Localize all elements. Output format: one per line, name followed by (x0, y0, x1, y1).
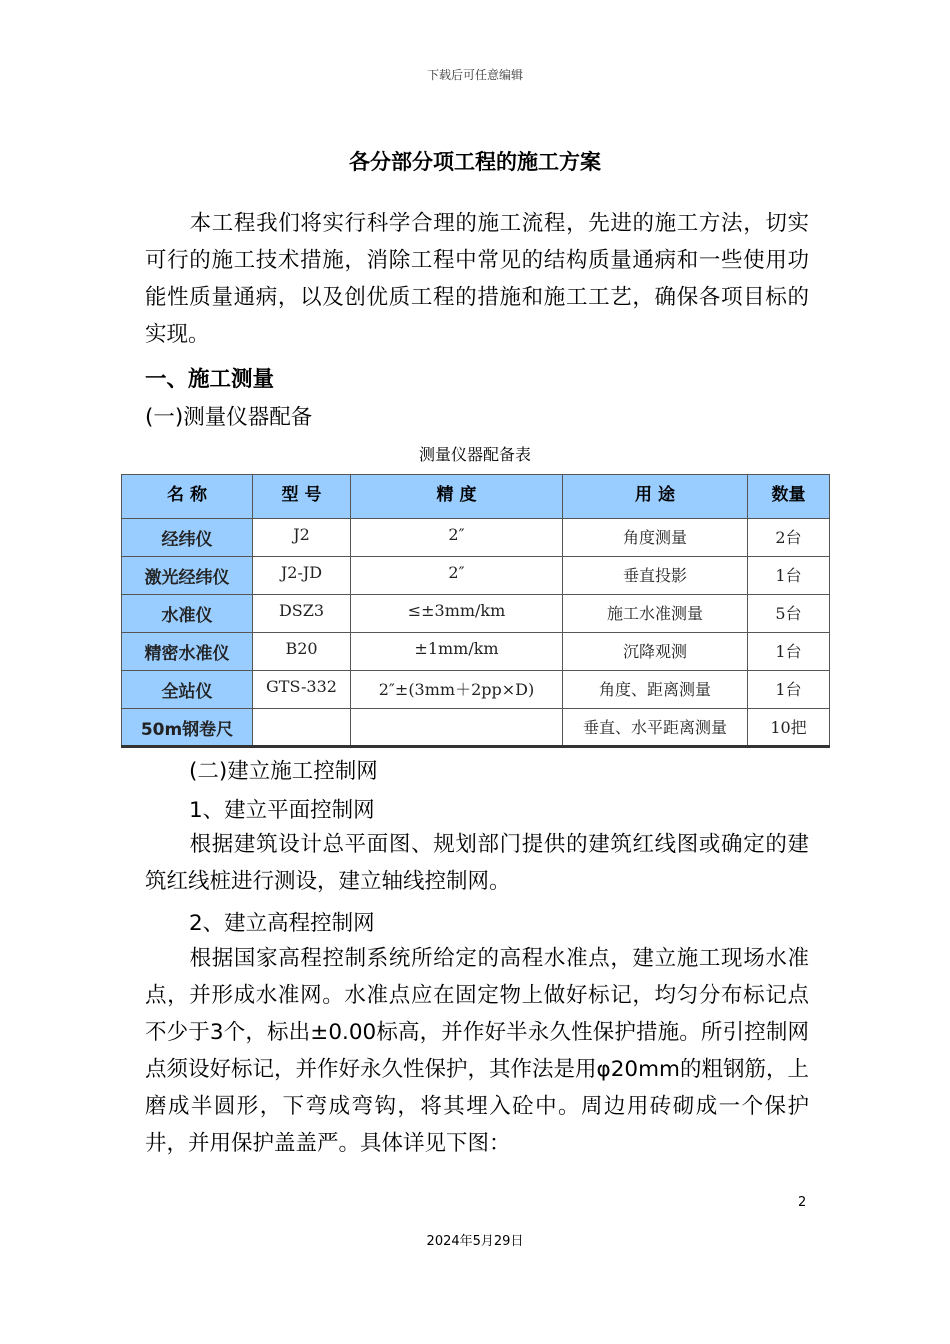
cell-name: 经纬仪 (122, 519, 253, 557)
cell-quantity: 2台 (748, 519, 830, 557)
cell-quantity: 5台 (748, 595, 830, 633)
cell-quantity: 1台 (748, 557, 830, 595)
cell-precision: ±1mm/km (351, 633, 563, 671)
cell-precision (351, 709, 563, 747)
cell-purpose: 沉降观测 (563, 633, 748, 671)
cell-name: 全站仪 (122, 671, 253, 709)
table-row (122, 519, 830, 557)
cell-purpose: 角度、距离测量 (563, 671, 748, 709)
cell-model: DSZ3 (253, 595, 351, 633)
header-precision: 精 度 (351, 475, 563, 519)
cell-precision: ≤±3mm/km (351, 595, 563, 633)
cell-quantity: 1台 (748, 633, 830, 671)
subheading-instruments: (一)测量仪器配备 (145, 405, 313, 430)
item2-paragraph-text: 根据国家高程控制系统所给定的高程水准点，建立施工现场水准点，并形成水准网。水准点应在固定物上做好标记，均匀分布标记点不少于3个，标出±0.00标高，并作好半永久性保护措施。所引控制网点须设好标记，并作好永久性保护，其作法是用φ20mm的粗钢筋，上磨成半圆形，下弯成弯钩，将其埋入砼中。周边用砖砌成一个保护井，并用保护盖盖严。具体详见下图： (145, 946, 809, 1156)
intro-paragraph (145, 205, 809, 353)
table-row (122, 557, 830, 595)
table-header-row (122, 475, 830, 519)
item1-paragraph-text: 根据建筑设计总平面图、规划部门提供的建筑红线图或确定的建筑红线桩进行测设，建立轴线控制网。 (145, 832, 809, 894)
document-title: 各分部分项工程的施工方案 (349, 150, 601, 174)
table-row (122, 671, 830, 709)
cell-name: 水准仪 (122, 595, 253, 633)
cell-name: 50m钢卷尺 (122, 709, 253, 747)
cell-precision: 2″±(3mm＋2pp×D) (351, 671, 563, 709)
header-name: 名 称 (122, 475, 253, 519)
cell-name: 精密水准仪 (122, 633, 253, 671)
footer-date: 2024年5月29日 (426, 1234, 524, 1249)
cell-model: GTS-332 (253, 671, 351, 709)
cell-model: J2-JD (253, 557, 351, 595)
cell-purpose: 施工水准测量 (563, 595, 748, 633)
section-heading-survey: 一、施工测量 (145, 367, 275, 392)
cell-model: B20 (253, 633, 351, 671)
cell-purpose: 垂直、水平距离测量 (563, 709, 748, 747)
cell-precision: 2″ (351, 519, 563, 557)
cell-model: J2 (253, 519, 351, 557)
intro-paragraph-text: 本工程我们将实行科学合理的施工流程，先进的施工方法，切实可行的施工技术措施，消除工程中常见的结构质量通病和一些使用功能性质量通病，以及创优质工程的措施和施工工艺，确保各项目标的实现。 (145, 211, 809, 347)
table-row (122, 633, 830, 671)
instrument-table (121, 474, 830, 748)
cell-precision: 2″ (351, 557, 563, 595)
page-number: 2 (798, 1195, 807, 1210)
header-purpose: 用 途 (563, 475, 748, 519)
header-model: 型 号 (253, 475, 351, 519)
table-row (122, 709, 830, 747)
subheading-control-network: (二)建立施工控制网 (189, 759, 378, 784)
header-quantity: 数量 (748, 475, 830, 519)
cell-quantity: 10把 (748, 709, 830, 747)
cell-purpose: 角度测量 (563, 519, 748, 557)
cell-quantity: 1台 (748, 671, 830, 709)
item-heading-elevation-control: 2、建立高程控制网 (189, 911, 375, 936)
item2-paragraph (145, 940, 809, 1162)
item1-paragraph (145, 826, 809, 900)
cell-purpose: 垂直投影 (563, 557, 748, 595)
header-note: 下载后可任意编辑 (426, 68, 523, 82)
cell-name: 激光经纬仪 (122, 557, 253, 595)
item-heading-plane-control: 1、建立平面控制网 (189, 798, 375, 823)
cell-model (253, 709, 351, 747)
table-row (122, 595, 830, 633)
table-caption: 测量仪器配备表 (418, 445, 531, 464)
